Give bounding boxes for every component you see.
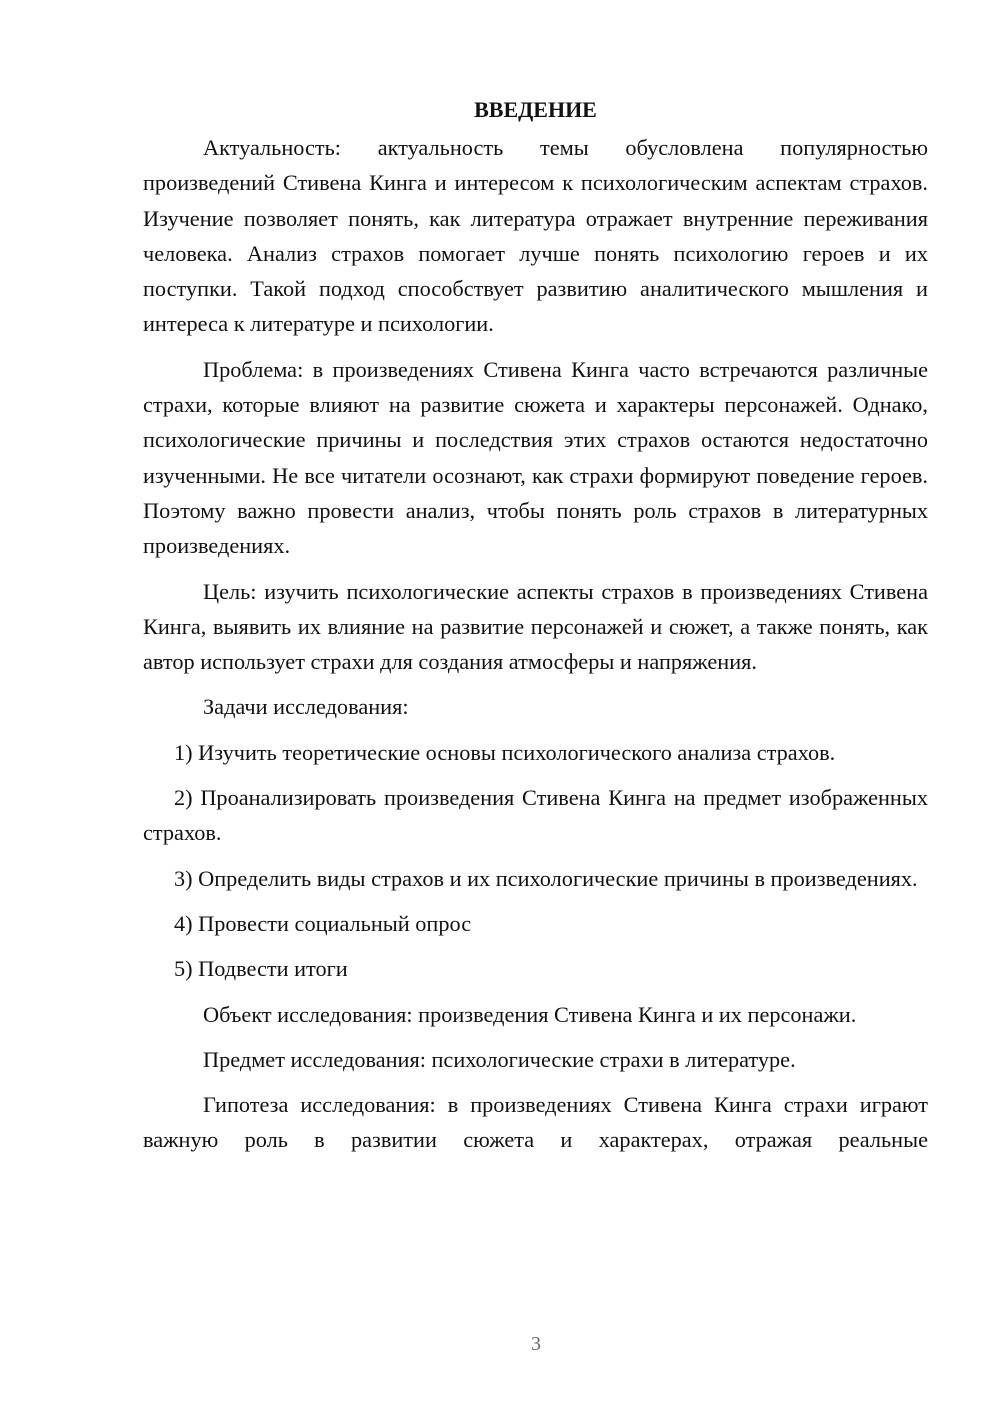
task-item-5: 5) Подвести итоги bbox=[174, 956, 348, 982]
hypothesis-paragraph: Гипотеза исследования: в произведениях Стивена Кинга страхи играют важную роль в развитии сюжета и характерах, отражая реальные bbox=[143, 1092, 928, 1153]
task-item-4: 4) Провести социальный опрос bbox=[174, 910, 472, 936]
task-item-2: 2) Проанализировать произведения Стивена Кинга на предмет изображенных страхов. bbox=[143, 785, 928, 846]
section-title: ВВЕДЕНИЕ bbox=[474, 97, 597, 122]
research-subject-paragraph: Предмет исследования: психологические страхи в литературе. bbox=[203, 1046, 796, 1072]
research-object-paragraph: Объект исследования: произведения Стивена Кинга и их персонажи. bbox=[203, 1001, 857, 1027]
task-item-3: 3) Определить виды страхов и их психологические причины в произведениях. bbox=[174, 865, 918, 891]
tasks-heading: Задачи исследования: bbox=[203, 694, 409, 720]
page-number: 3 bbox=[531, 1333, 541, 1355]
goal-paragraph: Цель: изучить психологические аспекты страхов в произведениях Стивена Кинга, выявить их влияние на развитие персонажей и сюжет, а также понять, как автор использует страхи для создания атмосферы и напряжения. bbox=[143, 578, 928, 675]
task-item-1: 1) Изучить теоретические основы психологического анализа страхов. bbox=[174, 739, 836, 765]
page-content bbox=[143, 92, 928, 1158]
relevance-paragraph: Актуальность: актуальность темы обусловлена популярностью произведений Стивена Кинга и интересом к психологическим аспектам страхов. Изучение позволяет понять, как литература отражает внутренние переживания человека. Анализ страхов помогает лучше понять психологию героев и их поступки. Такой подход способствует развитию аналитического мышления и интереса к литературе и психологии. bbox=[143, 135, 928, 337]
problem-paragraph: Проблема: в произведениях Стивена Кинга часто встречаются различные страхи, которые влияют на развитие сюжета и характеры персонажей. Однако, психологические причины и последствия этих страхов остаются недостаточно изученными. Не все читатели осознают, как страхи формируют поведение героев. Поэтому важно провести анализ, чтобы понять роль страхов в литературных произведениях. bbox=[143, 356, 928, 559]
